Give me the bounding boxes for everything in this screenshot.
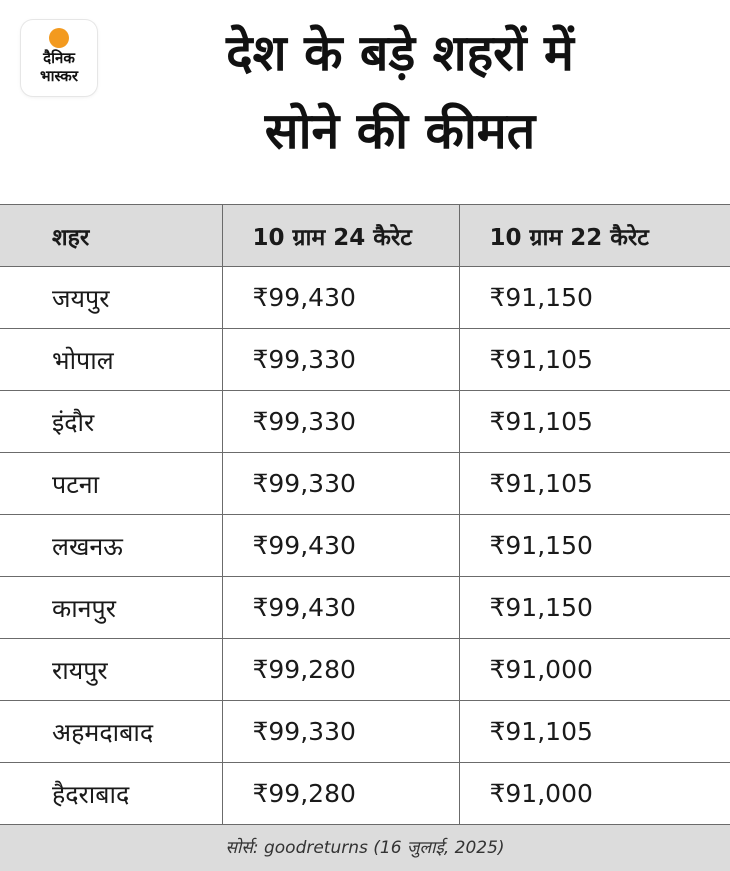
- header-22-carat: 10 ग्राम 22 कैरेट: [459, 205, 730, 267]
- table-row: [0, 701, 730, 763]
- price-24k-cell: ₹99,330: [222, 701, 459, 763]
- price-24k-cell: ₹99,430: [222, 267, 459, 329]
- table-row: [0, 763, 730, 825]
- price-22k-cell: ₹91,150: [459, 515, 730, 577]
- price-22k-cell: ₹91,000: [459, 763, 730, 825]
- table-row: [0, 391, 730, 453]
- price-24k-cell: ₹99,330: [222, 329, 459, 391]
- price-24k-cell: ₹99,430: [222, 515, 459, 577]
- city-cell: भोपाल: [0, 329, 222, 391]
- table-row: [0, 267, 730, 329]
- title-line1: देश के बड़े शहरों में: [226, 24, 574, 82]
- table-row: [0, 515, 730, 577]
- price-24k-cell: ₹99,280: [222, 763, 459, 825]
- table-row: [0, 329, 730, 391]
- table-row: [0, 577, 730, 639]
- price-24k-cell: ₹99,430: [222, 577, 459, 639]
- header: [0, 0, 730, 204]
- sun-dot-icon: [49, 28, 69, 48]
- dainik-bhaskar-logo: [21, 20, 97, 96]
- price-22k-cell: ₹91,105: [459, 453, 730, 515]
- city-cell: हैदराबाद: [0, 763, 222, 825]
- price-22k-cell: ₹91,000: [459, 639, 730, 701]
- price-22k-cell: ₹91,150: [459, 577, 730, 639]
- table-header-row: [0, 205, 730, 267]
- price-22k-cell: ₹91,150: [459, 267, 730, 329]
- table-row: [0, 453, 730, 515]
- logo-text-line2: भास्कर: [40, 67, 78, 85]
- source-footer: सोर्स: goodreturns (16 जुलाई, 2025): [0, 825, 730, 871]
- city-cell: अहमदाबाद: [0, 701, 222, 763]
- price-22k-cell: ₹91,105: [459, 391, 730, 453]
- table-row: [0, 639, 730, 701]
- title-line2: सोने की कीमत: [264, 102, 536, 160]
- city-cell: लखनऊ: [0, 515, 222, 577]
- header-city: शहर: [0, 205, 222, 267]
- price-22k-cell: ₹91,105: [459, 329, 730, 391]
- header-24-carat: 10 ग्राम 24 कैरेट: [222, 205, 459, 267]
- price-22k-cell: ₹91,105: [459, 701, 730, 763]
- page-title: [120, 14, 680, 170]
- city-cell: इंदौर: [0, 391, 222, 453]
- price-24k-cell: ₹99,330: [222, 391, 459, 453]
- price-24k-cell: ₹99,330: [222, 453, 459, 515]
- logo-text-line1: दैनिक: [43, 49, 75, 67]
- price-24k-cell: ₹99,280: [222, 639, 459, 701]
- city-cell: रायपुर: [0, 639, 222, 701]
- city-cell: जयपुर: [0, 267, 222, 329]
- city-cell: पटना: [0, 453, 222, 515]
- city-cell: कानपुर: [0, 577, 222, 639]
- gold-price-table: [0, 204, 730, 825]
